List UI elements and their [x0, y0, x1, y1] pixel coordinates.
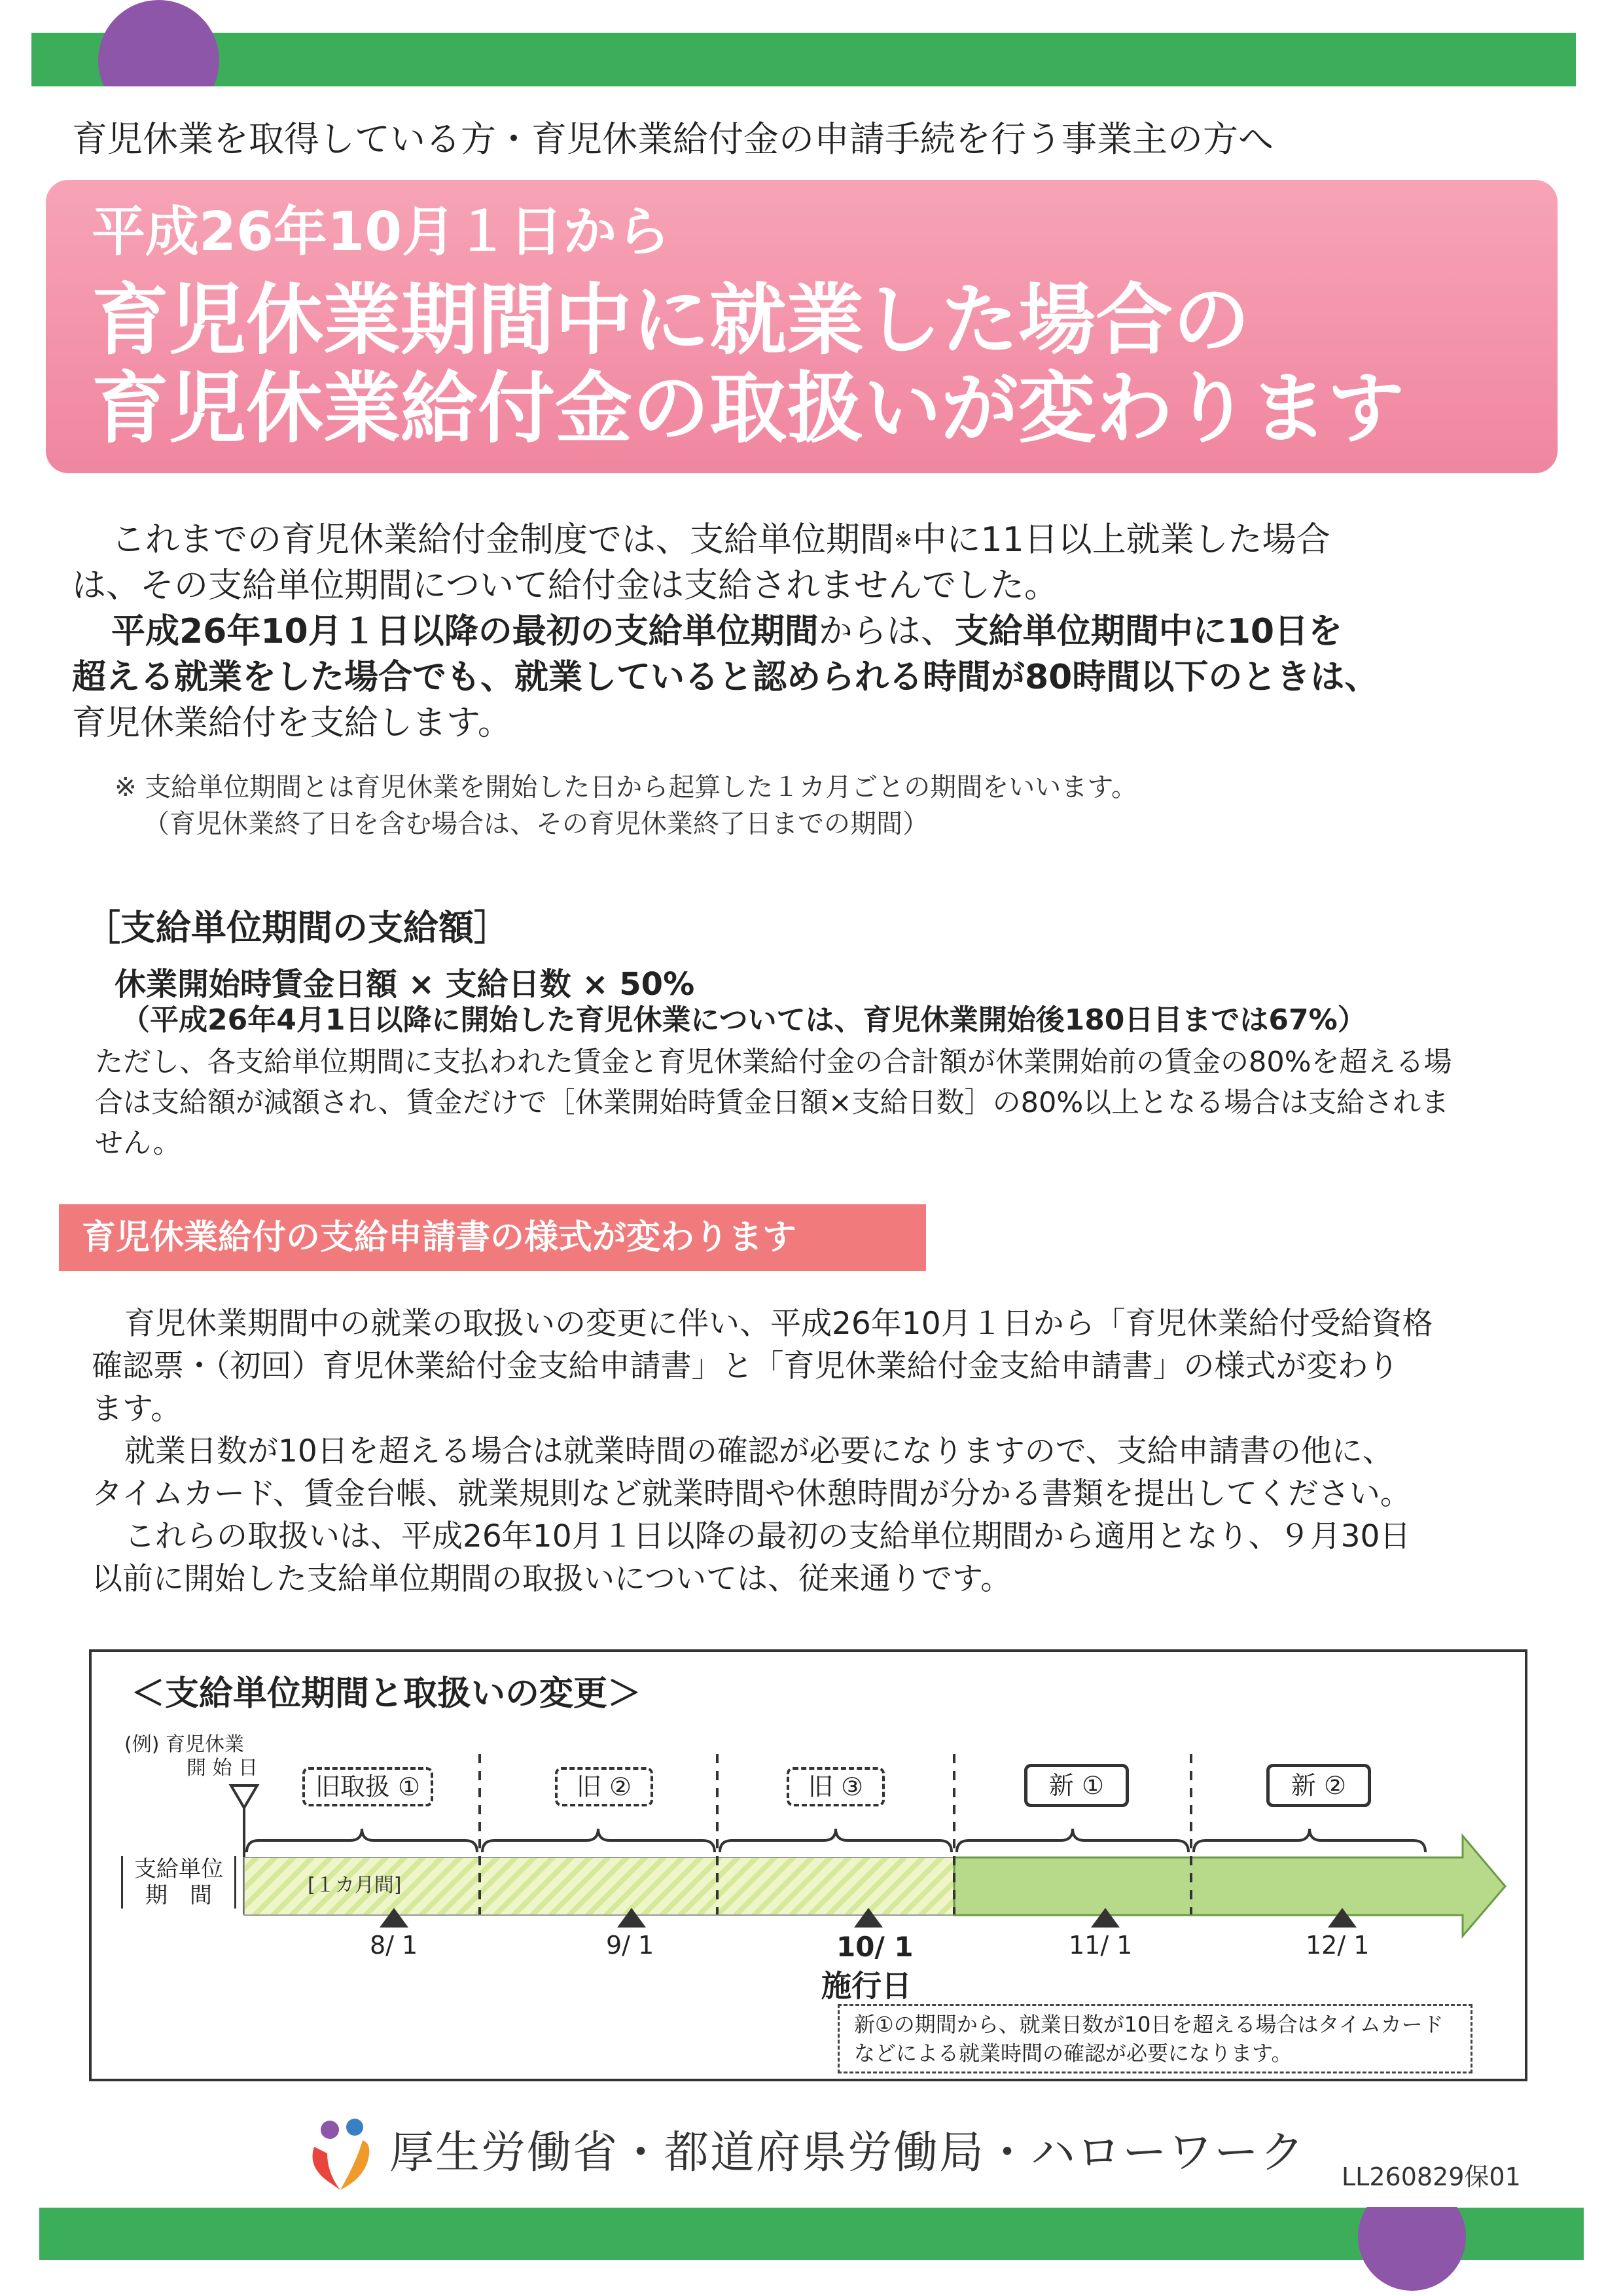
effective-date-label: 施行日 — [821, 1968, 912, 2003]
brace-5 — [1194, 1829, 1425, 1852]
brace-4 — [957, 1829, 1188, 1852]
date-label-2: 9/ 1 — [606, 1931, 654, 1960]
period-label-old-1: 旧取扱 ① — [302, 1767, 433, 1806]
footnote-line-2: （育児休業終了日を含む場合は、その育児休業終了日までの期間） — [143, 809, 929, 839]
one-month-label: [１カ月間] — [308, 1874, 402, 1897]
audience-line: 育児休業を取得している方・育児休業給付金の申請手続を行う事業主の方へ — [72, 118, 1274, 160]
footnote-mark: ※ — [894, 527, 913, 553]
date-label-1: 8/ 1 — [370, 1931, 418, 1960]
period-label-old-3: 旧 ③ — [787, 1767, 885, 1806]
mhlw-logo-icon — [301, 2114, 380, 2193]
intro-p1-text-b: 中に11日以上就業した場合 — [912, 520, 1330, 560]
amount-desc-line-2: 合は支給額が減額され、賃金だけで［休業開始時賃金日額×支給日数］の80%以上となる場合は支給されま — [95, 1086, 1450, 1119]
intro-p1-line-2: は、その支給単位期間について給付金は支給されませんでした。 — [72, 566, 1058, 605]
intro-p2-bold-a: 平成26年10月１日以降の最初の支給単位期間 — [111, 612, 819, 651]
intro-p1-text-a: これまでの育児休業給付金制度では、支給単位期間 — [111, 520, 895, 560]
intro-p2-line-3: 育児休業給付を支給します。 — [72, 704, 512, 743]
date-label-effective: 10/ 1 — [836, 1931, 914, 1963]
row-label-line-2: 期 間 — [145, 1882, 212, 1909]
form-p2-line-1: 就業日数が10日を超える場合は就業時間の確認が必要になりますので、支給申請書の他に、 — [124, 1433, 1393, 1469]
intro-p2-mid: からは、 — [818, 612, 955, 651]
period-label-new-2: 新 ② — [1266, 1764, 1371, 1807]
amount-heading: ［支給単位期間の支給額］ — [85, 907, 509, 948]
form-p1-line-3: ます。 — [92, 1391, 182, 1427]
bottom-bar-gap — [39, 2200, 1584, 2207]
diagram-note — [838, 2004, 1472, 2073]
date-label-5: 12/ 1 — [1306, 1931, 1370, 1960]
new-period-arrow — [954, 1836, 1505, 1936]
brace-3 — [720, 1829, 952, 1852]
hero-line-1: 平成26年10月１日から — [92, 201, 671, 263]
diagram-title: ＜支給単位期間と取扱いの変更＞ — [131, 1674, 642, 1713]
form-p3-line-1: これらの取扱いは、平成26年10月１日以降の最初の支給単位期間から適用となり、９月30日 — [124, 1518, 1411, 1554]
bottom-green-bar — [39, 2208, 1584, 2260]
footer-organization: 厚生労働省・都道府県労働局・ハローワーク — [389, 2127, 1306, 2179]
amount-desc-line-1: ただし、各支給単位期間に支払われた賃金と育児休業給付金の合計額が休業開始前の賃金の80%を超える場 — [95, 1046, 1452, 1079]
amount-formula: 休業開始時賃金日額 × 支給日数 × 50% — [115, 966, 695, 1003]
form-change-title: 育児休業給付の支給申請書の様式が変わります — [82, 1218, 797, 1257]
date-label-4: 11/ 1 — [1069, 1931, 1133, 1960]
hero-line-3: 育児休業給付金の取扱いが変わります — [92, 363, 1405, 454]
example-prefix: (例) — [124, 1733, 160, 1756]
start-label-line-1: 育児休業 — [165, 1733, 244, 1756]
form-p2-line-2: タイムカード、賃金台帳、就業規則など就業時間や休憩時間が分かる書類を提出してください。 — [92, 1476, 1411, 1512]
amount-formula-note: （平成26年4月1日以降に開始した育児休業については、育児休業開始後180日目までは67%） — [121, 1003, 1366, 1037]
brace-1 — [247, 1829, 477, 1852]
form-p3-line-2: 以前に開始した支給単位期間の取扱いについては、従来通りです。 — [92, 1561, 1012, 1597]
start-marker — [231, 1785, 257, 1808]
form-p1-line-2: 確認票・（初回）育児休業給付金支給申請書」と「育児休業給付金支給申請書」の様式が変わり — [92, 1348, 1399, 1384]
amount-desc-line-3: せん。 — [95, 1127, 181, 1160]
hero-line-2: 育児休業期間中に就業した場合の — [92, 275, 1251, 365]
row-label-line-1: 支給単位 — [134, 1856, 223, 1882]
footnote-line-1: ※ 支給単位期間とは育児休業を開始した日から起算した１カ月ごとの期間をいいます。 — [115, 772, 1138, 802]
diagram-note-line-1: 新①の期間から、就業日数が10日を超える場合はタイムカード — [854, 2012, 1444, 2037]
diagram-note-line-2: などによる就業時間の確認が必要になります。 — [854, 2041, 1293, 2066]
footer-code: LL260829保01 — [1342, 2162, 1521, 2191]
period-label-old-2: 旧 ② — [555, 1767, 653, 1806]
start-label-line-2: 開 始 日 — [187, 1757, 259, 1780]
period-label-new-1: 新 ① — [1024, 1764, 1129, 1807]
intro-p2-bold-b: 支給単位期間中に10日を — [954, 612, 1343, 651]
brace-2 — [482, 1829, 715, 1852]
intro-p2-bold-line-2: 超える就業をした場合でも、就業していると認められる時間が80時間以下のときは、 — [72, 658, 1379, 697]
form-p1-line-1: 育児休業期間中の就業の取扱いの変更に伴い、平成26年10月１日から「育児休業給付受給資格 — [124, 1306, 1433, 1342]
